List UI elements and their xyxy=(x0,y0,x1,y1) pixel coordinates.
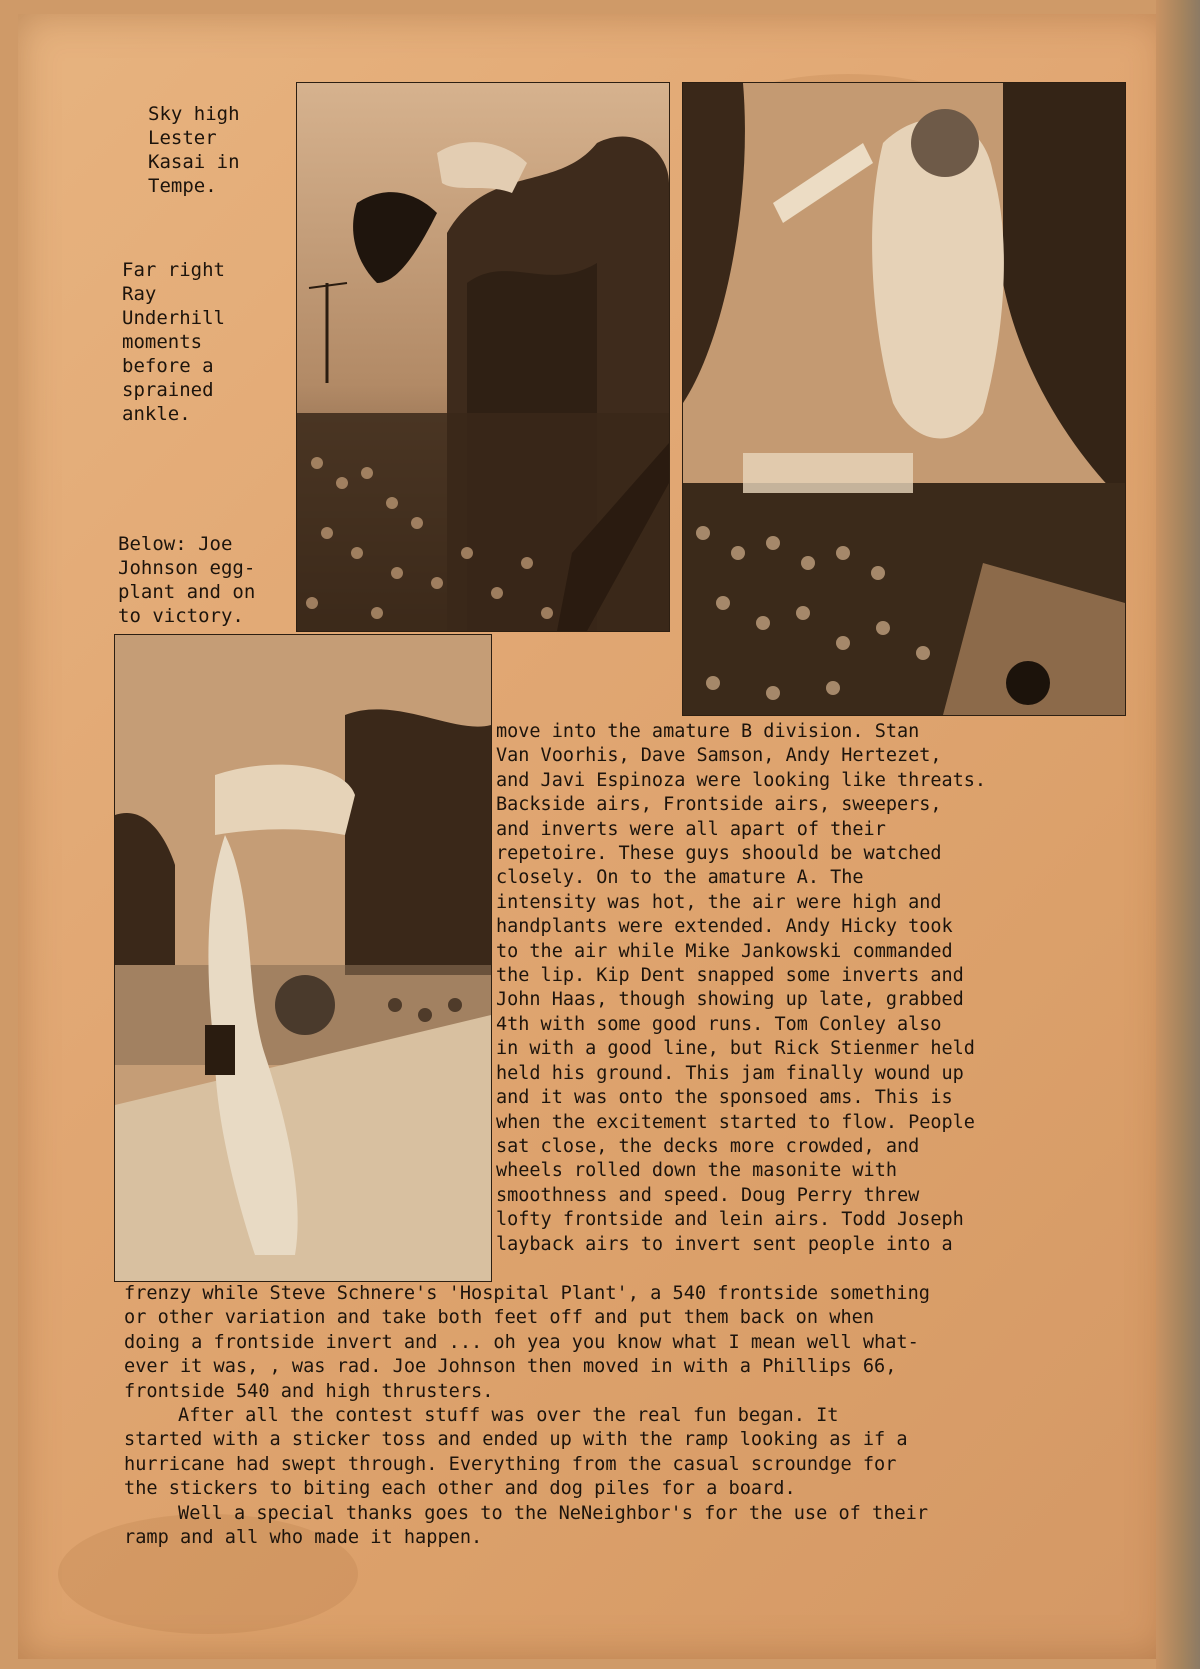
photo-joe-johnson xyxy=(114,634,492,1282)
article-line: intensity was hot, the air were high and xyxy=(496,891,942,913)
article-line: and inverts were all apart of their xyxy=(496,818,886,840)
article-line: handplants were extended. Andy Hicky took xyxy=(496,916,953,938)
article-line: to the air while Mike Jankowski commanded xyxy=(496,940,953,962)
article-line: 4th with some good runs. Tom Conley also xyxy=(496,1013,942,1035)
article-line: held his ground. This jam finally wound up xyxy=(496,1062,964,1084)
article-line: in with a good line, but Rick Stienmer held xyxy=(496,1038,975,1060)
article-line: frontside 540 and high thrusters. xyxy=(124,1380,494,1402)
article-line: John Haas, though showing up late, grabbed xyxy=(496,989,964,1011)
article-line: the lip. Kip Dent snapped some inverts and xyxy=(496,965,964,987)
article-line: and Javi Espinoza were looking like threats. xyxy=(496,769,987,791)
article-line: started with a sticker toss and ended up with the ramp looking as if a xyxy=(124,1429,908,1451)
caption-joe-johnson: Below: Joe Johnson egg- plant and on to victory. xyxy=(118,533,256,627)
article-line: Van Voorhis, Dave Samson, Andy Hertezet, xyxy=(496,745,942,767)
article-line: lofty frontside and lein airs. Todd Joseph xyxy=(496,1209,964,1231)
article-line: ever it was, , was rad. Joe Johnson then moved in with a Phillips 66, xyxy=(124,1356,897,1378)
article-line: closely. On to the amature A. The xyxy=(496,867,864,889)
article-line: when the excitement started to flow. People xyxy=(496,1111,975,1133)
caption-ray-underhill: Far right Ray Underhill moments before a sprained ankle. xyxy=(122,259,225,425)
article-line: ramp and all who made it happen. xyxy=(124,1527,483,1549)
article-full-width xyxy=(124,1282,1164,1550)
photo-ray-underhill xyxy=(682,82,1126,716)
article-line: doing a frontside invert and ... oh yea you know what I mean well what- xyxy=(124,1331,919,1353)
article-line: frenzy while Steve Schnere's 'Hospital Plant', a 540 frontside something xyxy=(124,1283,930,1304)
article-line: Well a special thanks goes to the NeNeighbor's for the use of their xyxy=(178,1502,929,1524)
article-line: Backside airs, Frontside airs, sweepers, xyxy=(496,794,942,816)
article-line: sat close, the decks more crowded, and xyxy=(496,1135,920,1157)
article-line: After all the contest stuff was over the real fun began. It xyxy=(178,1405,839,1427)
article-line: or other variation and take both feet off and put them back on when xyxy=(124,1307,875,1329)
article-line: repetoire. These guys shoould be watched xyxy=(496,843,942,865)
article-line: hurricane had swept through. Everything from the casual scroundge for xyxy=(124,1453,897,1475)
article-line: and it was onto the sponsoed ams. This is xyxy=(496,1087,953,1109)
article-line: smoothness and speed. Doug Perry threw xyxy=(496,1184,920,1206)
article-line: wheels rolled down the masonite with xyxy=(496,1160,897,1182)
photo-lester-kasai xyxy=(296,82,670,632)
article-column xyxy=(496,720,1156,1257)
article-line: the stickers to biting each other and dog piles for a board. xyxy=(124,1478,796,1500)
article-line: move into the amature B division. Stan xyxy=(496,721,920,742)
caption-lester-kasai: Sky high Lester Kasai in Tempe. xyxy=(148,103,240,197)
article-line: layback airs to invert sent people into a xyxy=(496,1233,953,1255)
